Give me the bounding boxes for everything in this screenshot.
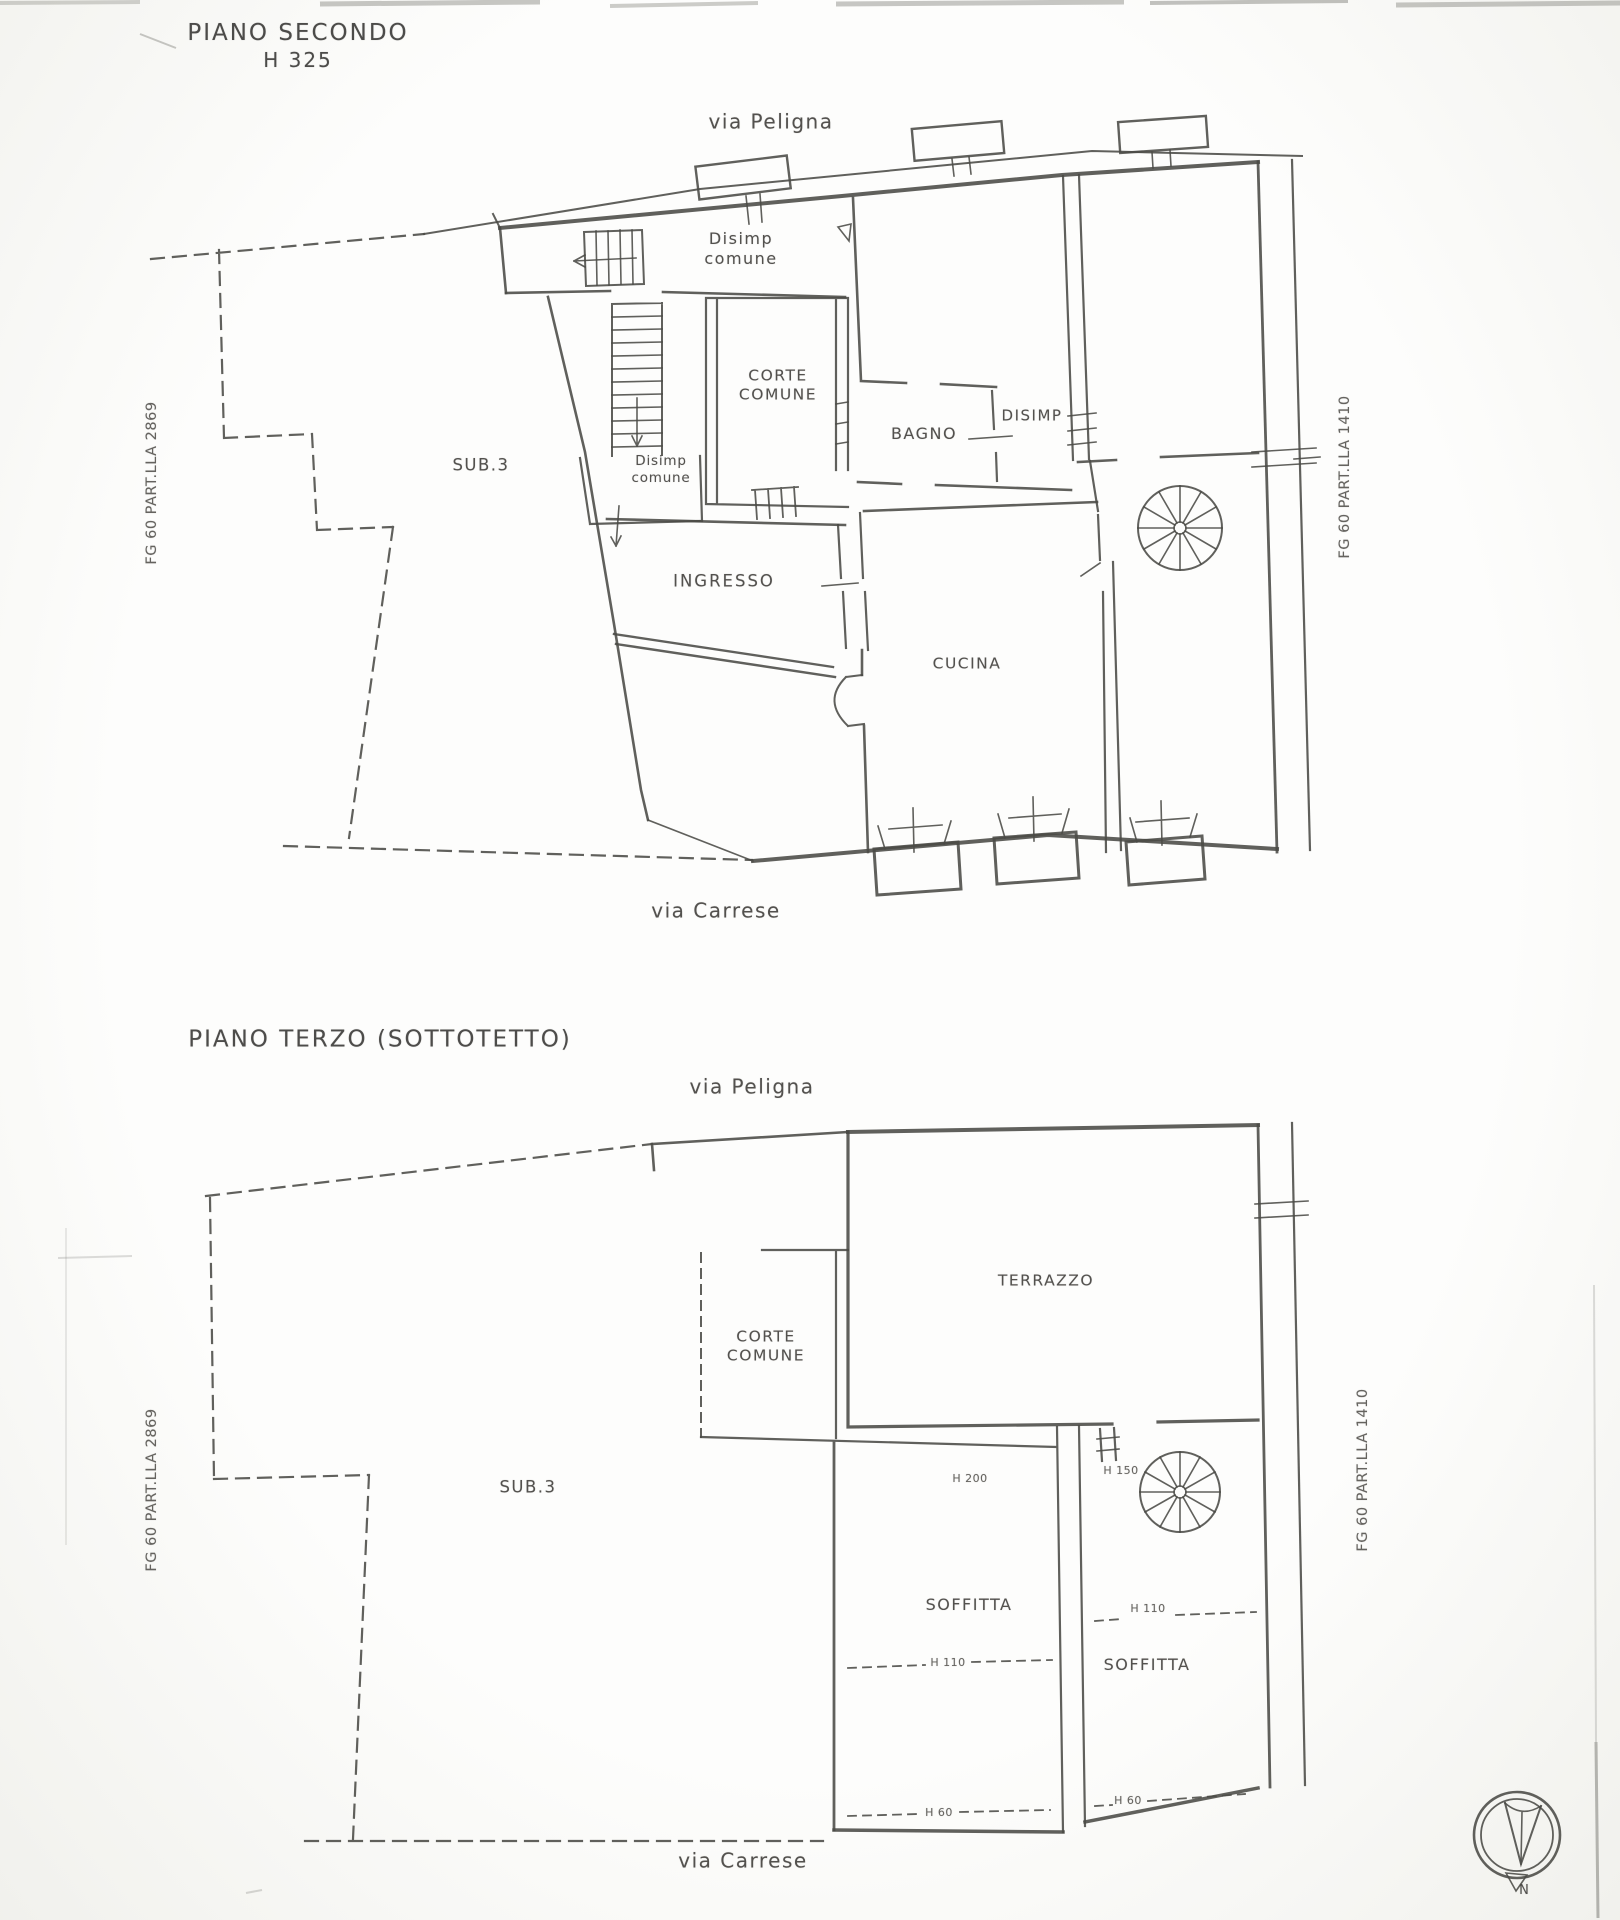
plan2-spiral-staircase	[1140, 1452, 1220, 1532]
plan1-balcony-windows	[874, 797, 1205, 895]
stair-direction-arrow	[632, 398, 642, 446]
room-label-sub3-plan2: SUB.3	[499, 1477, 557, 1497]
height-label-right-mid: H 110	[1130, 1602, 1166, 1616]
room-label-corte-comune-plan1	[739, 367, 817, 406]
room-label-line: comune	[704, 249, 778, 268]
height-label-left-bottom: H 60	[925, 1806, 953, 1820]
room-label-line: Disimp	[708, 229, 774, 248]
street-label-via-peligna-plan2: via Peligna	[689, 1074, 815, 1099]
north-needle	[1505, 1803, 1541, 1864]
height-label-left-top: H 200	[952, 1472, 988, 1486]
door-arrow	[611, 506, 621, 546]
street-label-via-carrese-plan1: via Carrese	[651, 898, 781, 923]
parcel-label-right-plan2: FG 60 PART.LLA 1410	[1354, 1388, 1371, 1552]
height-label-right-top: H 150	[1103, 1464, 1139, 1478]
stair-direction-arrow	[574, 255, 636, 267]
plan2-title: PIANO TERZO (SOTTOTETTO)	[188, 1026, 572, 1053]
room-label-line: Disimp	[635, 453, 687, 470]
room-label-terrazzo: TERRAZZO	[997, 1271, 1095, 1290]
parcel-label-right-plan1: FG 60 PART.LLA 1410	[1336, 395, 1353, 559]
room-label-disimpegno-comune-plan1	[704, 229, 777, 269]
plan2-roof-height-lines	[848, 1612, 1256, 1816]
door-swing-mark	[838, 224, 851, 241]
room-label-ingresso: INGRESSO	[673, 571, 775, 591]
room-label-line: CORTE	[736, 1327, 796, 1346]
room-label-soffitta-left: SOFFITTA	[925, 1595, 1013, 1614]
plan1-height-note: H 325	[263, 47, 333, 72]
mini-steps	[752, 487, 798, 519]
height-label-left-mid: H 110	[930, 1656, 966, 1670]
north-compass	[1474, 1792, 1560, 1891]
room-label-cucina: CUCINA	[932, 654, 1002, 673]
arched-doorway	[834, 675, 864, 726]
street-label-via-carrese-plan2: via Carrese	[678, 1848, 808, 1873]
room-label-disimpegno: DISIMP	[1001, 406, 1063, 425]
room-label-sub3-plan1: SUB.3	[452, 455, 510, 475]
room-label-line: COMUNE	[738, 386, 818, 404]
room-label-line: comune	[631, 470, 691, 486]
room-label-corte-comune-plan2	[727, 1328, 805, 1367]
room-label-soffitta-right: SOFFITTA	[1103, 1655, 1191, 1674]
plan1-title: PIANO SECONDO	[187, 20, 409, 47]
scan-artifacts	[0, 1, 1620, 1918]
street-label-via-peligna-plan1: via Peligna	[708, 109, 834, 134]
plan2-inner-walls	[701, 1201, 1308, 1832]
north-label: N	[1519, 1882, 1529, 1898]
room-label-line: CORTE	[748, 366, 808, 385]
plan1-title-block	[187, 19, 408, 73]
parcel-label-left-plan1: FG 60 PART.LLA 2869	[143, 401, 160, 565]
plan1-inner-walls	[506, 175, 1320, 852]
plan1-spiral-staircase	[1138, 486, 1222, 570]
room-label-bagno: BAGNO	[890, 424, 958, 443]
room-label-disimpegno-comune-small	[631, 453, 690, 487]
height-label-right-bottom: H 60	[1114, 1794, 1142, 1808]
parcel-label-left-plan2: FG 60 PART.LLA 2869	[143, 1408, 160, 1572]
room-label-line: COMUNE	[726, 1347, 806, 1365]
plan2-drawing	[206, 1123, 1308, 1841]
